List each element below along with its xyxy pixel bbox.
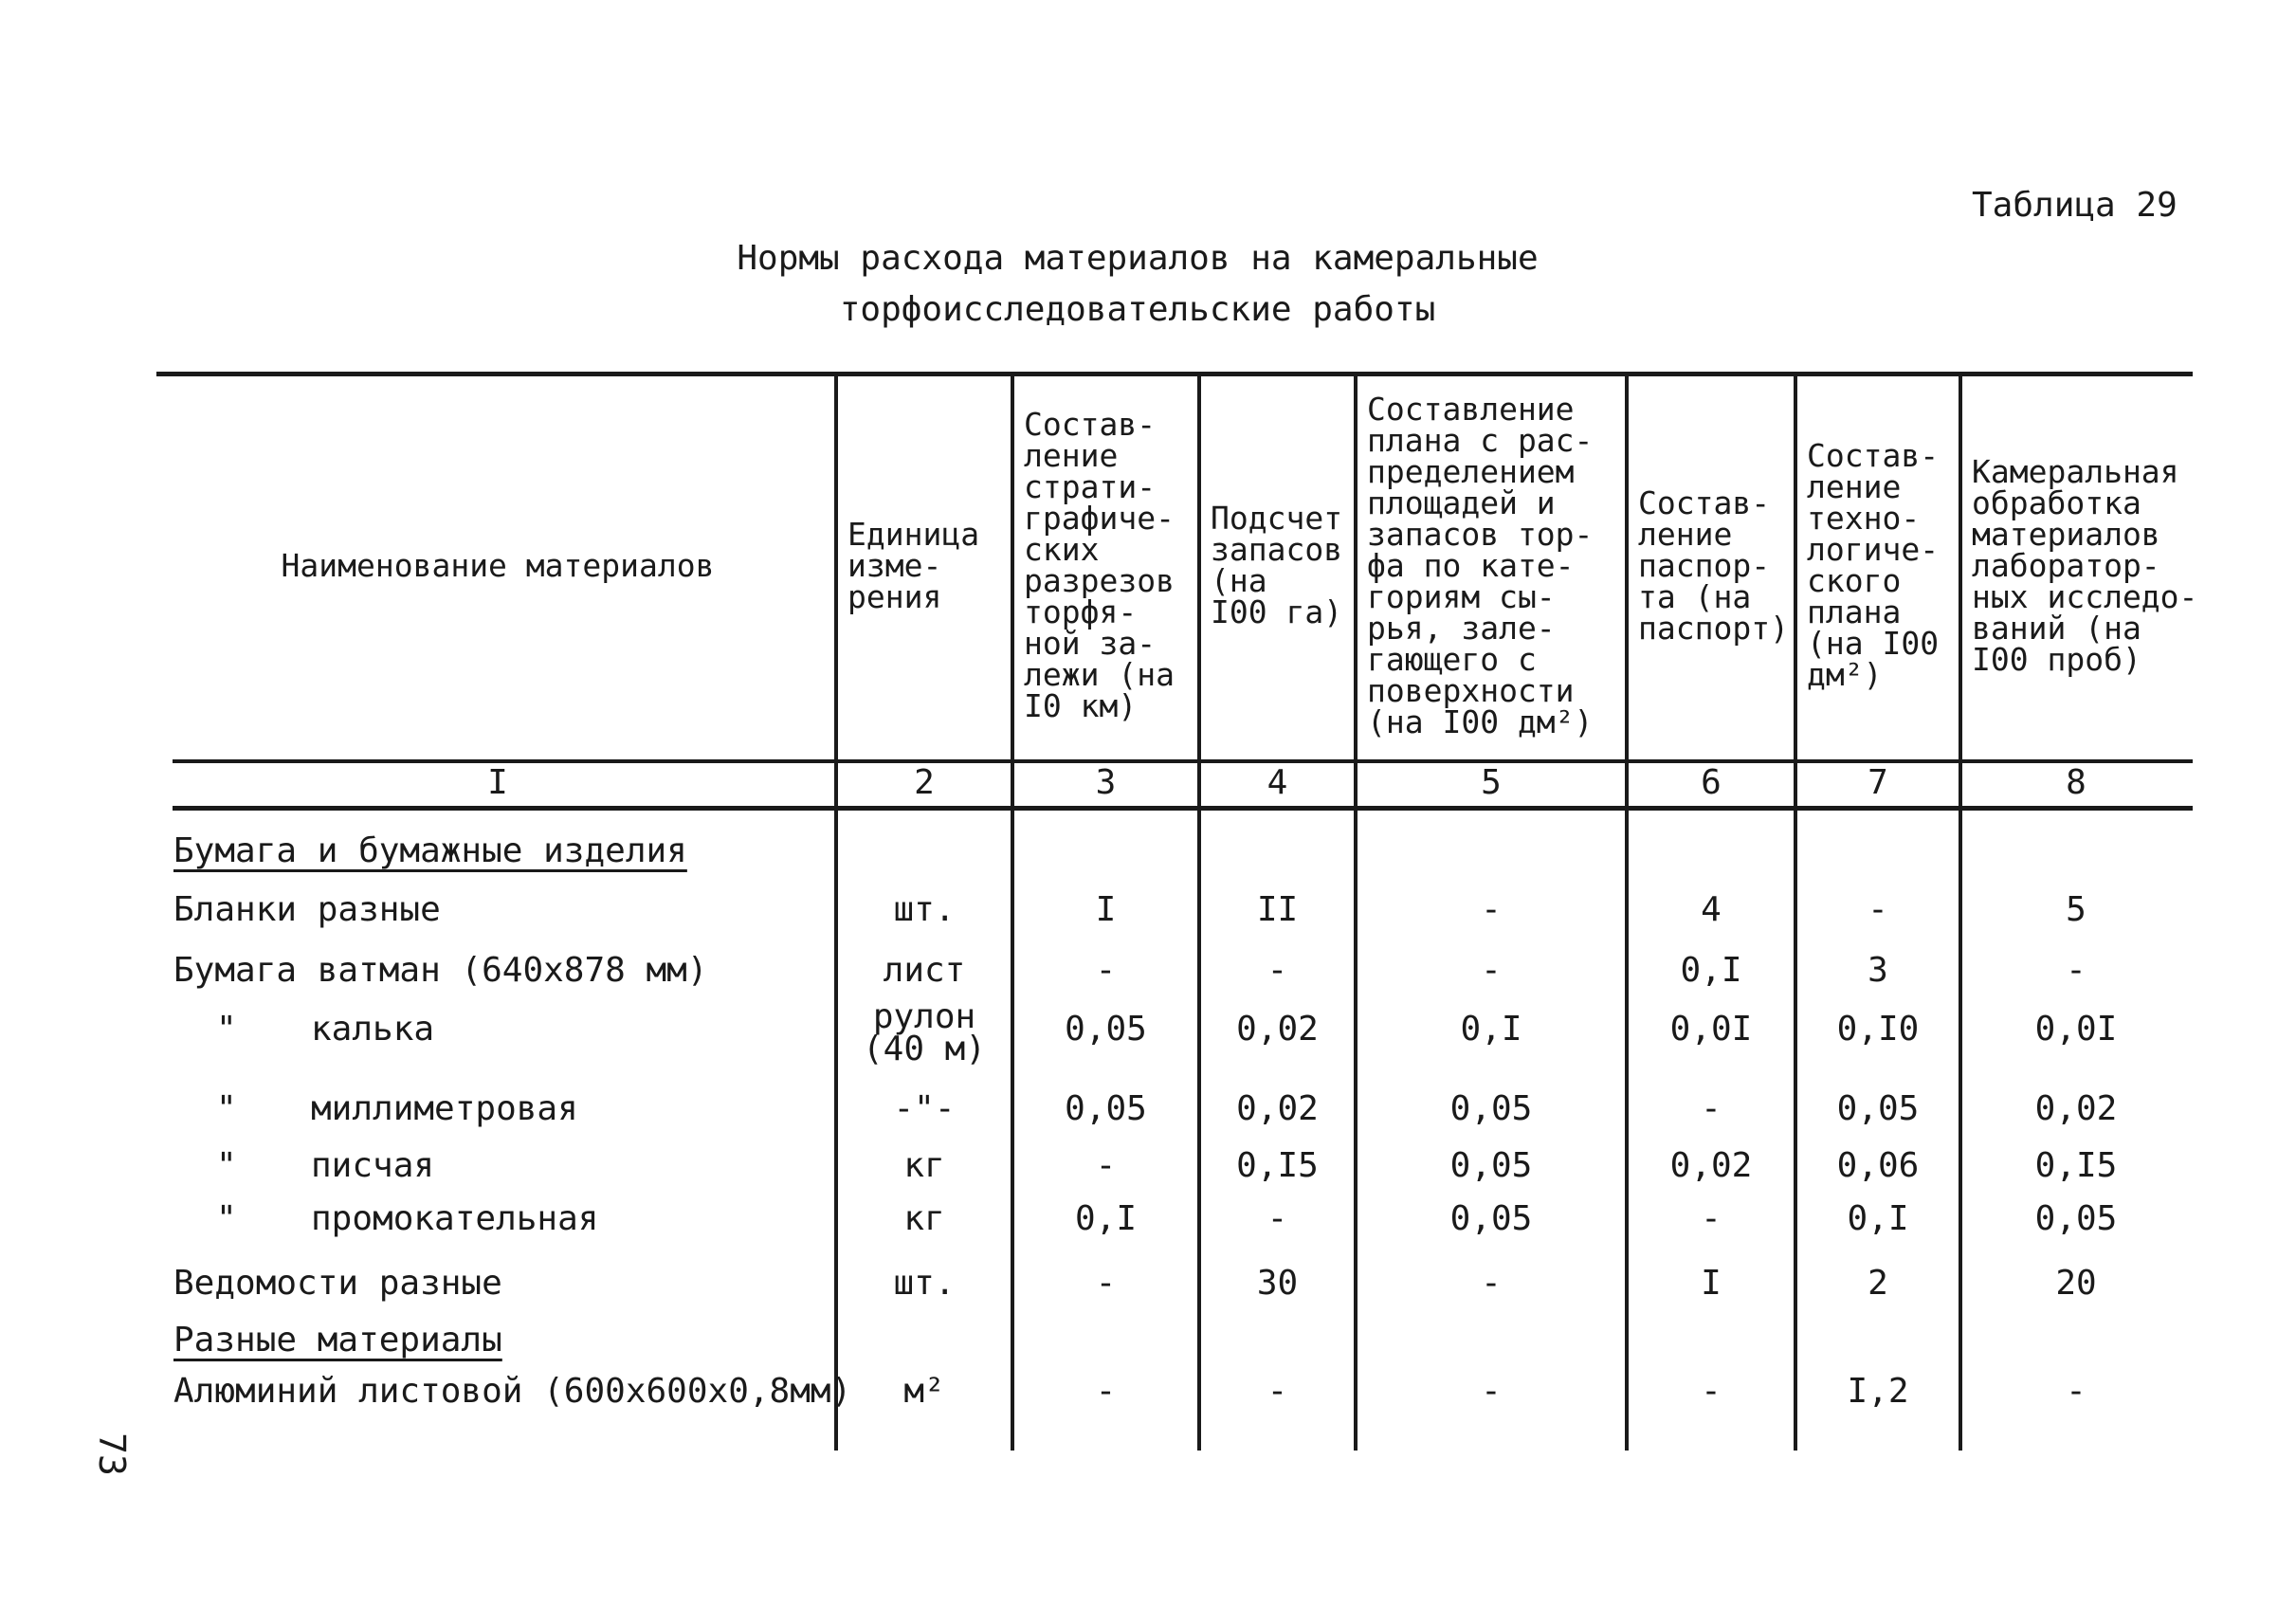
value-cell: 0,05 [1449,1199,1533,1238]
column-header-text: Составление плана с рас- пределением площадей и запасов тор- фа по кате- гориям сы- рья, зале- гающего с поверхности (на I00 дм²) [1367,390,1594,740]
document-title-line-2: торфоисследовательские работы [839,290,1436,329]
column-header-4 [1199,375,1356,755]
value-cell: 0,02 [1669,1146,1753,1185]
value-cell: 0,05 [1065,1010,1147,1049]
column-header-text: Состав- ление техно- логиче- ского плана (на I00 дм²) [1807,437,1940,693]
column-header-5 [1356,375,1627,755]
value-cell: 0,I5 [2034,1146,2118,1185]
value-cell: 0,I [1680,951,1742,990]
table-label: Таблица 29 [1972,186,2178,225]
value-cell: 0,02 [1236,1010,1319,1049]
value-cell: - [1095,1146,1117,1185]
unit-cell: шт. [893,1264,956,1303]
column-number-6: 6 [1701,762,1722,802]
column-number-7: 7 [1868,762,1888,802]
value-cell: - [1481,1372,1502,1411]
ditto-mark: " [216,1146,237,1185]
material-name: промокательная [311,1199,599,1238]
value-cell: 0,05 [1449,1146,1533,1185]
material-name: калька [311,1010,435,1049]
column-number-2: 2 [914,762,935,802]
unit-cell: рулон (40 м) [862,997,987,1068]
column-header-text: Подсчет запасов (на I00 га) [1211,500,1343,630]
value-cell: 0,05 [2034,1199,2118,1238]
value-cell: 0,0I [2034,1010,2118,1049]
column-header-text: Камеральная обработка материалов лаборатор- ных исследо- ваний (на I00 проб) [1972,452,2198,678]
value-cell: - [1095,1264,1117,1303]
unit-cell: шт. [893,890,956,929]
ditto-mark: " [216,1089,237,1128]
value-cell: - [1266,951,1288,990]
value-cell: - [1266,1199,1288,1238]
column-header-6 [1627,375,1795,755]
value-cell: 20 [2055,1264,2097,1303]
page-number: 73 [91,1432,133,1476]
value-cell: 2 [1868,1264,1888,1303]
value-cell: 0,05 [1836,1089,1920,1128]
column-header-text: Единица изме- рения [847,515,980,615]
value-cell: - [1701,1372,1722,1411]
column-header-3 [1012,375,1199,755]
value-cell: 0,02 [2034,1089,2118,1128]
value-cell: 0,05 [1065,1089,1147,1128]
unit-cell: кг [903,1199,945,1238]
value-cell: - [1481,1264,1502,1303]
ditto-mark: " [216,1010,237,1049]
column-header-text: Наименование материалов [281,546,715,584]
material-name: миллиметровая [311,1089,578,1128]
value-cell: - [1701,1089,1722,1128]
column-header-1 [159,375,836,755]
value-cell: 0,I [1847,1199,1909,1238]
value-cell: 0,02 [1236,1089,1319,1128]
value-cell: - [1701,1199,1722,1238]
value-cell: - [2066,951,2086,990]
value-cell: I,2 [1847,1372,1909,1411]
unit-cell: м² [903,1372,945,1411]
value-cell: 0,I5 [1236,1146,1319,1185]
material-name: Бумага ватман (640х878 мм) [173,951,708,990]
column-header-text: Состав- ление паспор- та (на паспорт) [1638,484,1789,647]
column-number-1: I [487,762,508,802]
material-name: писчая [311,1146,435,1185]
ditto-mark: " [216,1199,237,1238]
value-cell: II [1256,890,1299,929]
section-heading: Бумага и бумажные изделия [173,831,687,870]
value-cell: 0,06 [1836,1146,1920,1185]
value-cell: 0,I [1460,1010,1522,1049]
document-title-line-1: Нормы расхода материалов на камеральные [737,239,1539,278]
column-header-text: Состав- ление страти- графиче- ских разрезов торфя- ной за- лежи (на I0 км) [1024,406,1175,724]
value-cell: - [1868,890,1888,929]
value-cell: I [1095,890,1117,929]
value-cell: 4 [1701,890,1722,929]
value-cell: 5 [2066,890,2086,929]
column-number-4: 4 [1266,762,1288,802]
material-name: Ведомости разные [173,1264,502,1303]
column-header-2 [836,375,1012,755]
value-cell: 0,I0 [1836,1010,1920,1049]
value-cell: - [1481,890,1502,929]
value-cell: - [1095,1372,1117,1411]
section-heading: Разные материалы [173,1321,502,1359]
column-header-7 [1795,375,1960,755]
value-cell: 0,05 [1449,1089,1533,1128]
value-cell: 0,I [1074,1199,1138,1238]
value-cell: I [1701,1264,1722,1303]
value-cell: 30 [1256,1264,1299,1303]
unit-cell: кг [903,1146,945,1185]
value-cell: - [1266,1372,1288,1411]
unit-cell: -"- [893,1089,956,1128]
value-cell: - [1095,951,1117,990]
column-number-8: 8 [2066,762,2086,802]
material-name: Бланки разные [173,890,441,929]
value-cell: 0,0I [1669,1010,1753,1049]
column-header-8 [1960,375,2198,755]
column-number-3: 3 [1095,762,1117,802]
material-name: Алюминий листовой (600х600х0,8мм) [173,1372,852,1411]
value-cell: 3 [1868,951,1888,990]
unit-cell: лист [883,951,966,990]
value-cell: - [2066,1372,2086,1411]
value-cell: - [1481,951,1502,990]
column-number-5: 5 [1481,762,1502,802]
column-numbers-rule [173,806,2193,811]
